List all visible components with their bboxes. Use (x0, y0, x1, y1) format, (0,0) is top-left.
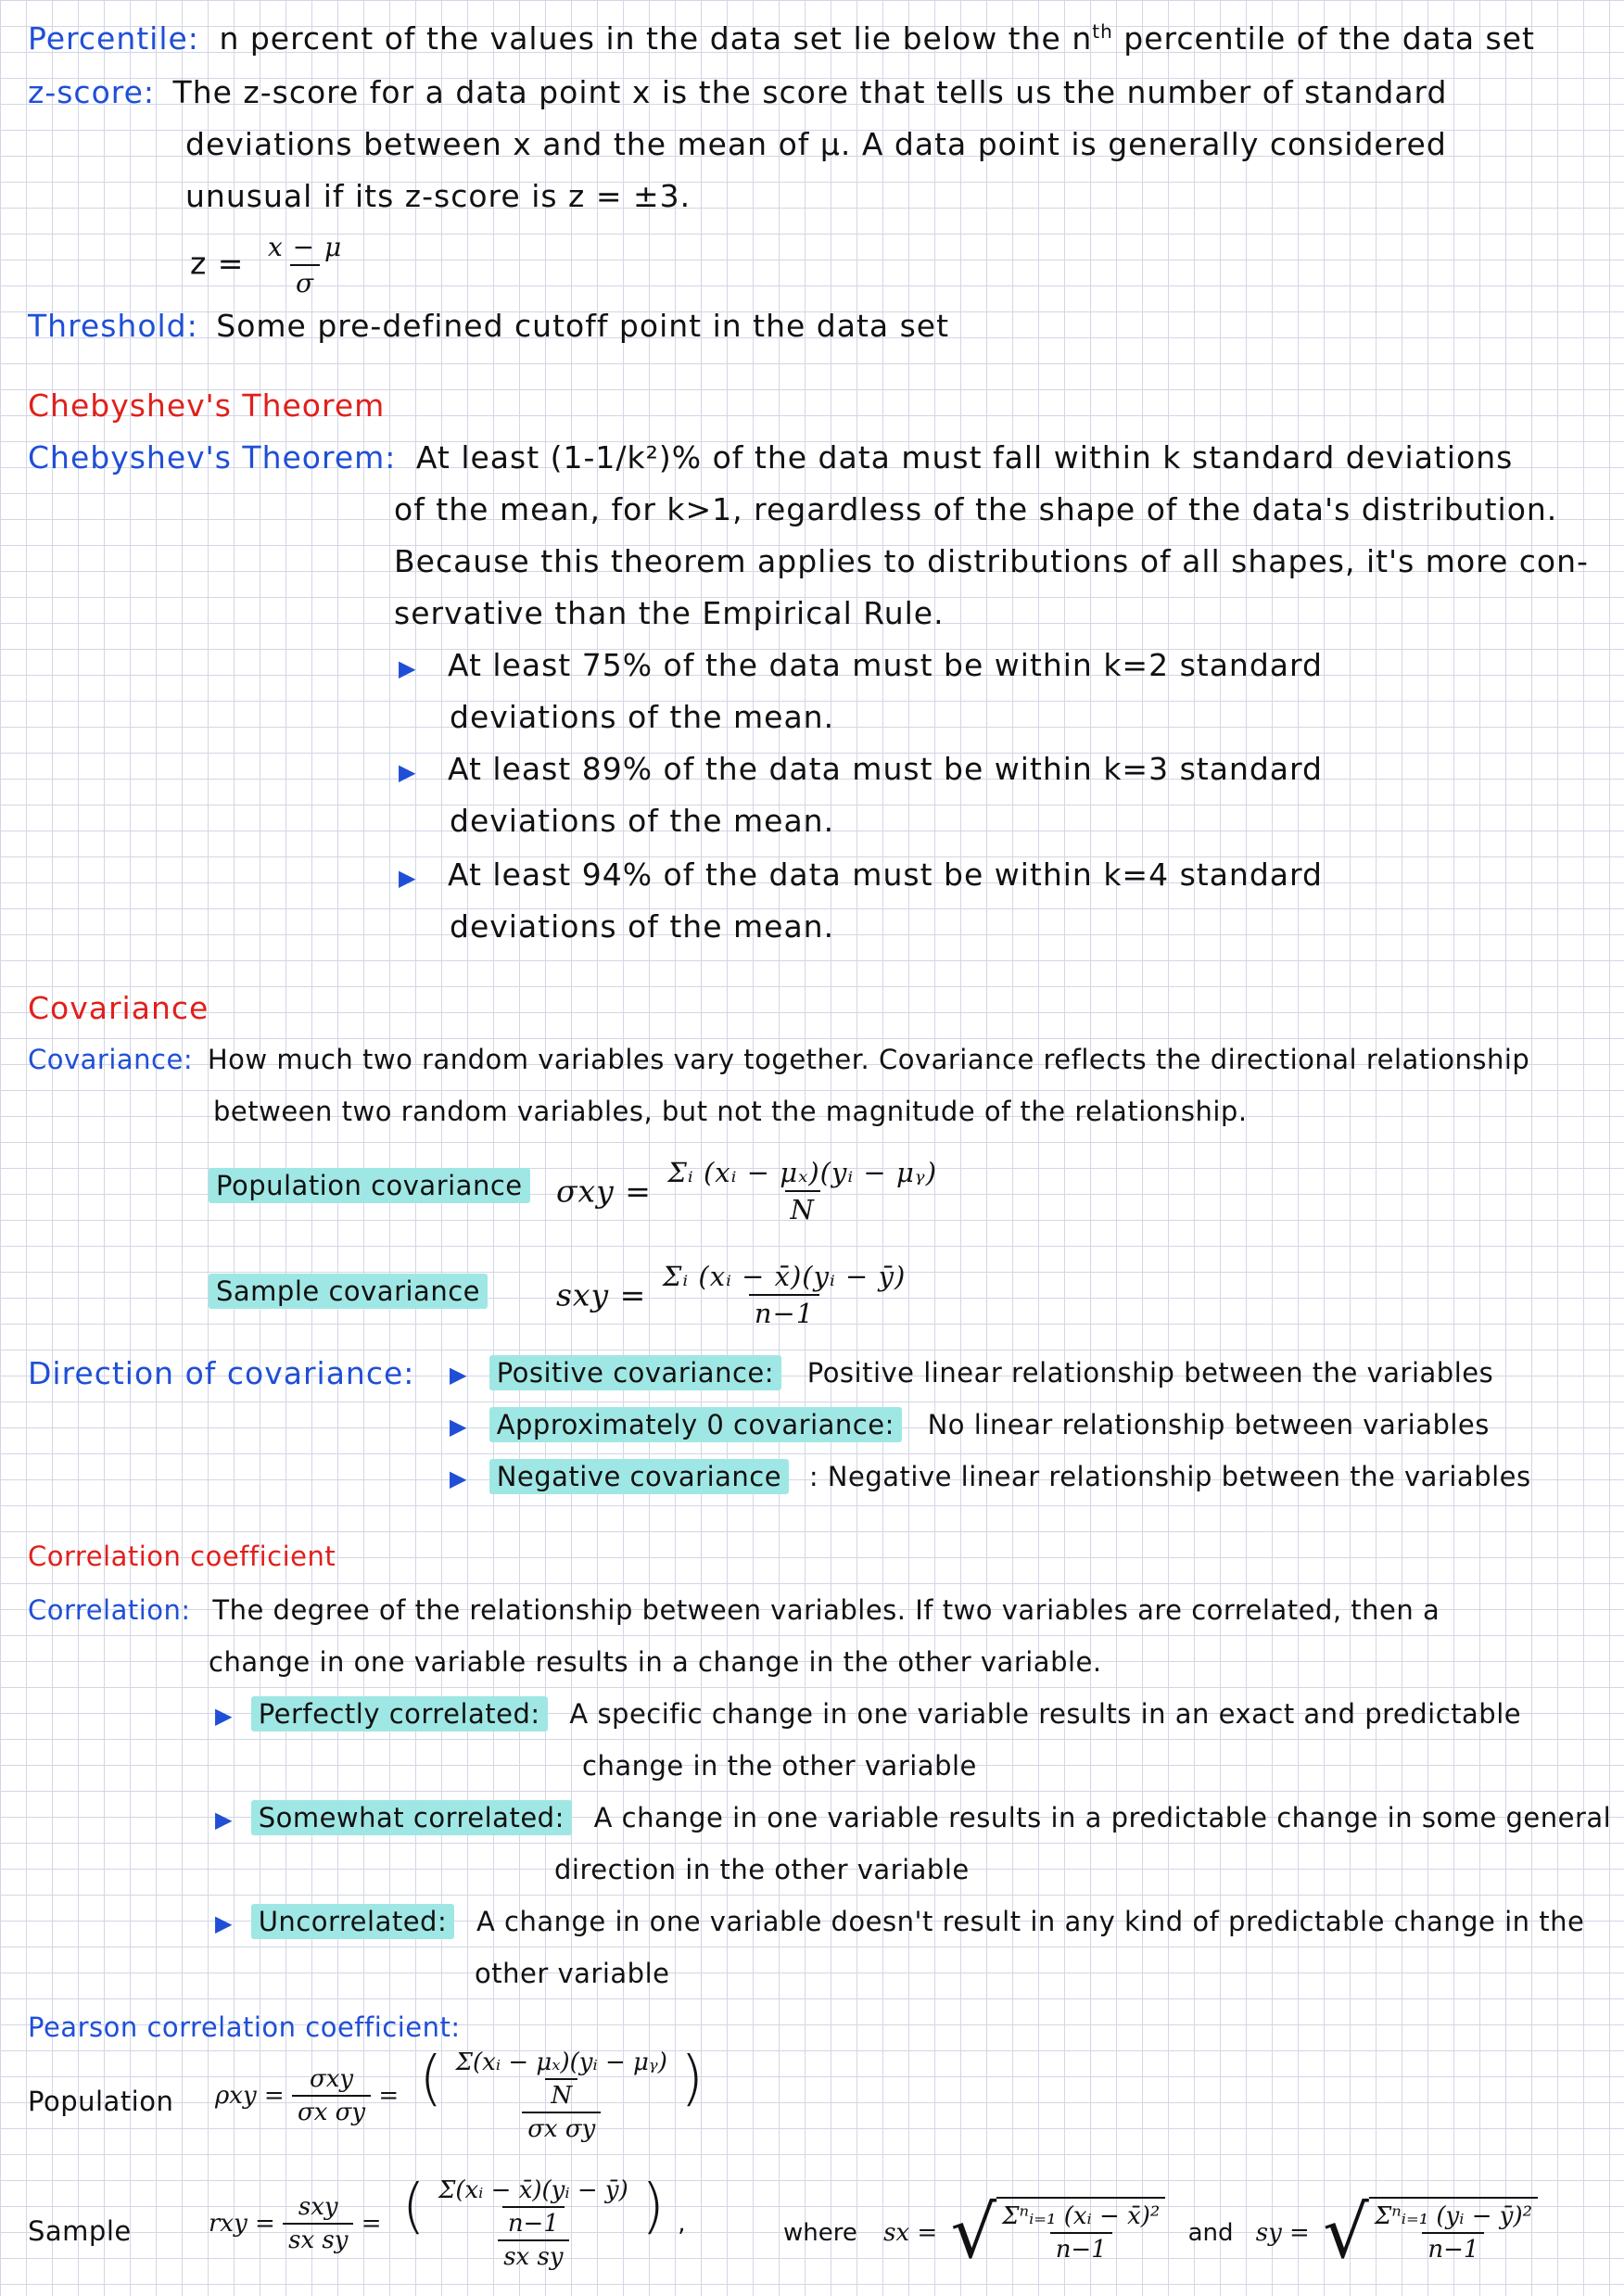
correlation-item-1-line2: change in the other variable (582, 1750, 977, 1782)
chebyshev-bullet-1-line1: At least 75% of the data must be within k=2 standard (447, 647, 1323, 683)
direction-item-3-text: : Negative linear relationship between the variables (808, 1461, 1531, 1492)
pop-cov-denominator: N (785, 1190, 820, 1225)
pearson-sample-formula (209, 2173, 686, 2271)
zscore-term: z-score: (28, 74, 156, 110)
pearson-sample-label: Sample (28, 2215, 132, 2247)
correlation-text1: The degree of the relationship between variables. If two variables are correlated, then a (212, 1594, 1440, 1626)
percentile-text-b: percentile of the data set (1112, 20, 1535, 57)
pearson-pop-inner-num: Σ(xᵢ − μₓ)(yᵢ − μᵧ) (455, 2049, 667, 2076)
chebyshev-text1: At least (1-1/k²)% of the data must fall within k standard deviations (415, 439, 1514, 476)
pearson-sample-eq-sign: = (361, 2210, 389, 2238)
chebyshev-text2: of the mean, for k>1, regardless of the shape of the data's distribution. (394, 491, 1558, 527)
pearson-sy-num: Σⁿᵢ₌₁ (yᵢ − ȳ)² (1374, 2202, 1533, 2230)
threshold-term: Threshold: (28, 308, 198, 344)
correlation-item-2-line1: A change in one variable results in a predictable change in some general (593, 1802, 1612, 1833)
sample-covariance-label (209, 1275, 488, 1307)
chebyshev-bullet-2-line1: At least 89% of the data must be within k=3 standard (447, 751, 1323, 787)
pearson-pop-inner (450, 2049, 673, 2110)
correlation-item-3 (215, 1906, 1584, 1937)
zscore-denominator: σ (290, 264, 320, 298)
pearson-population-label: Population (28, 2086, 174, 2117)
pearson-pop-mid-num: σxy (309, 2065, 354, 2093)
zscore-numerator: x − μ (267, 232, 343, 262)
chebyshev-bullet-2-line2: deviations of the mean. (450, 803, 835, 839)
pearson-pop-outer (413, 2045, 709, 2143)
direction-item-1-text: Positive linear relationship between the variables (806, 1357, 1494, 1389)
chebyshev-term: Chebyshev's Theorem: (28, 439, 397, 476)
sample-cov-lhs: sxy = (556, 1276, 647, 1313)
pearson-sx-fraction (996, 2202, 1165, 2264)
correlation-term: Correlation: (28, 1594, 191, 1626)
pearson-sample-inner-num: Σ(xᵢ − x̄)(yᵢ − ȳ) (438, 2176, 628, 2204)
pearson-sample-outer (397, 2173, 670, 2271)
correlation-item-1-label: Perfectly correlated: (251, 1696, 548, 1732)
pop-cov-lhs: σxy = (556, 1173, 652, 1210)
zscore-formula-lhs: z = (190, 245, 245, 282)
correlation-line1 (28, 1594, 1440, 1626)
pearson-pop-mid-den: σx σy (292, 2095, 371, 2126)
correlation-item-3-label: Uncorrelated: (251, 1904, 455, 1939)
correlation-item-2 (215, 1802, 1611, 1833)
square-root-icon: √ (1323, 2191, 1369, 2275)
pearson-sample-mid-den: sx sy (283, 2223, 353, 2254)
sample-cov-denominator: n−1 (749, 1294, 819, 1329)
zscore-text2: deviations between x and the mean of μ. A data point is generally considered (185, 126, 1447, 162)
sample-covariance-highlight: Sample covariance (209, 1274, 488, 1309)
chebyshev-line1 (28, 439, 1513, 476)
chebyshev-heading: Chebyshev's Theorem (28, 387, 386, 424)
chebyshev-bullet-1-line2: deviations of the mean. (450, 699, 835, 735)
triangle-bullet-icon: ▶ (399, 759, 417, 785)
triangle-bullet-icon: ▶ (450, 1362, 467, 1388)
sample-cov-fraction (657, 1261, 911, 1329)
pearson-sample-outer-den: sx sy (498, 2239, 568, 2271)
direction-item-3 (450, 1461, 1531, 1492)
pearson-pop-outer-num (413, 2045, 709, 2113)
covariance-term: Covariance: (28, 1044, 194, 1075)
pearson-sx-sqrt (950, 2191, 1165, 2275)
pearson-pop-inner-den: N (545, 2078, 577, 2110)
chebyshev-bullet-3 (399, 856, 1323, 893)
square-root-icon: √ (950, 2191, 997, 2275)
sample-cov-numerator: Σᵢ (xᵢ − x̄)(yᵢ − ȳ) (662, 1261, 907, 1292)
pearson-sample-mid-num: sxy (298, 2193, 338, 2221)
correlation-heading: Correlation coefficient (28, 1541, 336, 1572)
pearson-pop-outer-den: σx σy (522, 2112, 601, 2143)
correlation-item-1 (215, 1698, 1521, 1730)
direction-item-1 (450, 1357, 1493, 1389)
correlation-item-2-label: Somewhat correlated: (251, 1800, 572, 1835)
correlation-item-2-line2: direction in the other variable (554, 1854, 970, 1885)
pearson-population-formula (215, 2045, 709, 2143)
pearson-pop-mid (292, 2065, 371, 2126)
percentile-sup: th (1092, 20, 1113, 43)
chebyshev-bullet-3-line2: deviations of the mean. (450, 908, 835, 945)
pearson-sy-fraction (1369, 2202, 1538, 2264)
pearson-term: Pearson correlation coefficient: (28, 2011, 461, 2043)
direction-item-1-label: Positive covariance: (489, 1355, 781, 1390)
threshold-text: Some pre-defined cutoff point in the data set (216, 308, 950, 344)
pearson-pop-eq-sign: = (378, 2082, 407, 2110)
chebyshev-bullet-1 (399, 647, 1323, 683)
pearson-sy-sqrt (1323, 2191, 1538, 2275)
direction-item-2-label: Approximately 0 covariance: (489, 1407, 902, 1442)
chebyshev-bullet-3-line1: At least 94% of the data must be within k=4 standard (447, 856, 1323, 893)
zscore-text3: unusual if its z-score is z = ±3. (185, 178, 691, 214)
pearson-sample-inner (433, 2176, 634, 2238)
right-paren-icon: ) (641, 2173, 665, 2241)
pearson-sample-outer-num (397, 2173, 670, 2241)
direction-term: Direction of covariance: (28, 1355, 415, 1391)
triangle-bullet-icon: ▶ (215, 1807, 233, 1833)
sample-covariance-formula (556, 1261, 911, 1329)
chebyshev-bullet-2 (399, 751, 1323, 787)
pearson-sample-mid (283, 2193, 353, 2254)
correlation-text2: change in one variable results in a change in the other variable. (209, 1646, 1102, 1678)
triangle-bullet-icon: ▶ (399, 655, 417, 681)
chebyshev-text4: servative than the Empirical Rule. (394, 595, 945, 631)
population-covariance-highlight: Population covariance (209, 1168, 530, 1203)
direction-item-3-label: Negative covariance (489, 1459, 789, 1494)
pearson-where: where (783, 2219, 857, 2247)
correlation-item-3-line2: other variable (475, 1958, 670, 1989)
zscore-formula (190, 232, 348, 298)
triangle-bullet-icon: ▶ (215, 1703, 233, 1729)
population-covariance-label (209, 1170, 530, 1201)
pearson-pop-lhs: ρxy = (215, 2082, 285, 2110)
direction-item-2 (450, 1409, 1490, 1440)
percentile-term: Percentile: (28, 20, 199, 57)
pearson-and: and (1187, 2219, 1234, 2247)
covariance-text2: between two random variables, but not the magnitude of the relationship. (213, 1096, 1248, 1127)
pearson-sample-inner-den: n−1 (502, 2206, 565, 2238)
zscore-text1: The z-score for a data point x is the score that tells us the number of standard (172, 74, 1448, 110)
right-paren-icon: ) (680, 2045, 704, 2113)
triangle-bullet-icon: ▶ (399, 865, 417, 891)
correlation-item-3-line1: A change in one variable doesn't result in any kind of predictable change in the (476, 1906, 1585, 1937)
zscore-line1 (28, 74, 1447, 110)
triangle-bullet-icon: ▶ (215, 1910, 233, 1936)
pearson-sx-num: Σⁿᵢ₌₁ (xᵢ − x̄)² (1002, 2202, 1161, 2230)
covariance-heading: Covariance (28, 990, 209, 1026)
population-covariance-formula (556, 1157, 943, 1225)
covariance-line1 (28, 1044, 1529, 1075)
pop-cov-numerator: Σᵢ (xᵢ − μₓ)(yᵢ − μᵧ) (667, 1157, 938, 1188)
left-paren-icon: ( (401, 2173, 425, 2241)
threshold-line (28, 308, 949, 344)
pop-cov-fraction (662, 1157, 943, 1225)
pearson-sy-den: n−1 (1422, 2232, 1484, 2264)
pearson-sy-lhs: sy = (1255, 2219, 1310, 2247)
correlation-item-1-line1: A specific change in one variable results in an exact and predictable (569, 1698, 1522, 1730)
percentile-text-a: n percent of the values in the data set lie below the n (219, 20, 1093, 57)
pearson-sample-lhs: rxy = (209, 2210, 275, 2238)
triangle-bullet-icon: ▶ (450, 1414, 467, 1440)
direction-item-2-text: No linear relationship between variables (927, 1409, 1490, 1440)
percentile-line (28, 20, 1535, 57)
pearson-sx-lhs: sx = (883, 2219, 938, 2247)
chebyshev-text3: Because this theorem applies to distributions of all shapes, it's more con- (394, 543, 1589, 579)
pearson-sx-den: n−1 (1050, 2232, 1112, 2264)
zscore-fraction (262, 232, 348, 298)
left-paren-icon: ( (419, 2045, 443, 2113)
covariance-text1: How much two random variables vary together. Covariance reflects the directional relationship (207, 1044, 1530, 1075)
pearson-where-clause (783, 2191, 1538, 2275)
triangle-bullet-icon: ▶ (450, 1465, 467, 1491)
pearson-comma: , (678, 2210, 686, 2238)
